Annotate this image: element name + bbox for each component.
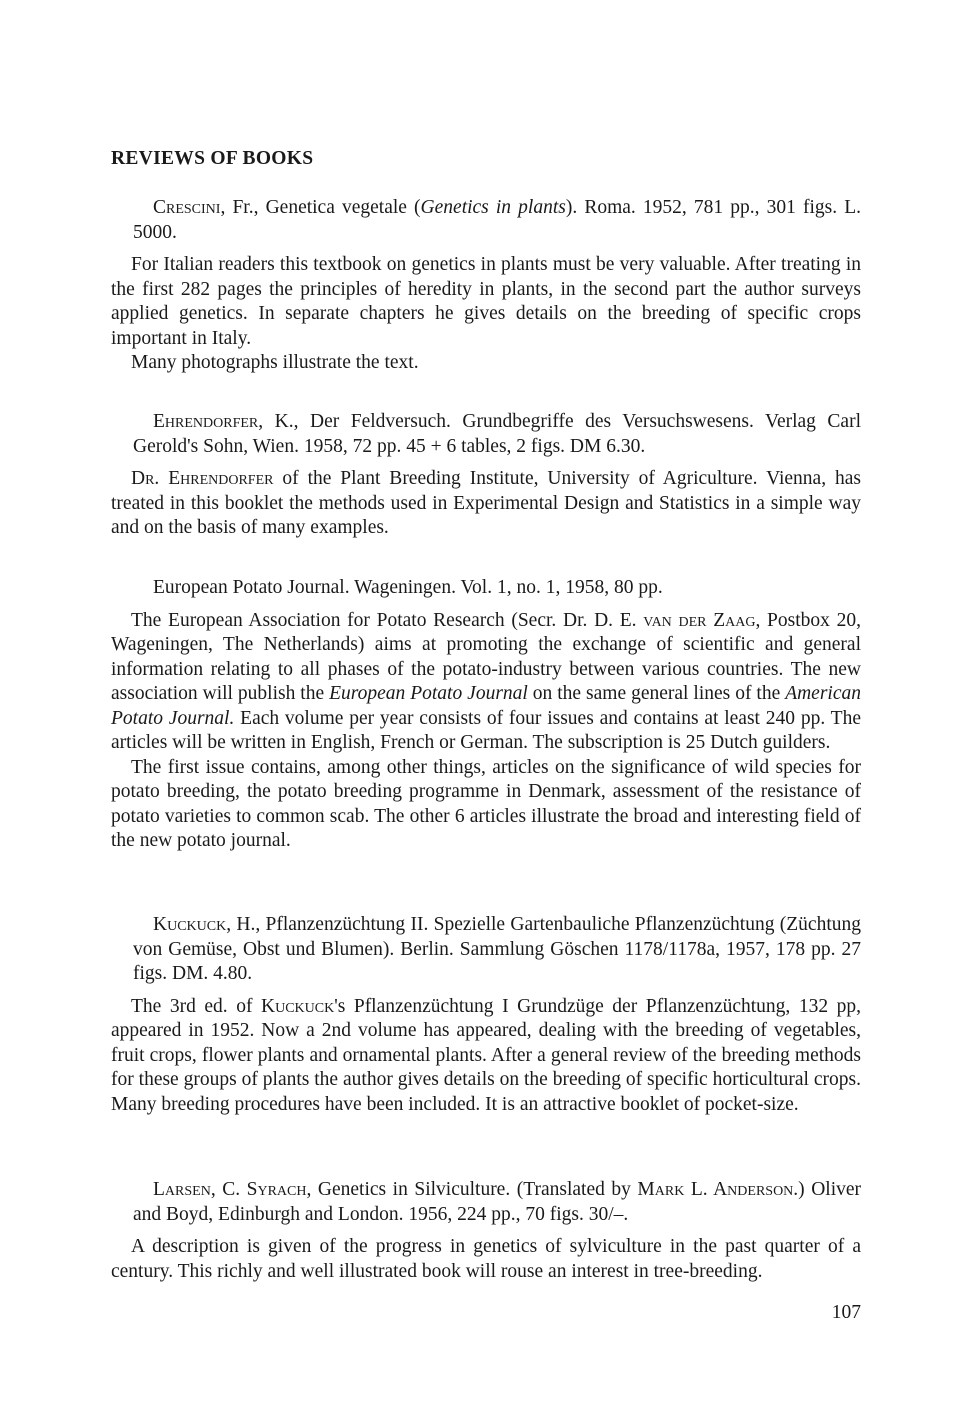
review-larsen <box>111 1178 861 1284</box>
review-paragraph: For Italian readers this textbook on genetics in plants must be very valuable. After treating in the first 282 pages the principles of heredity in plants, in the second part the author surveys applied genetics. In separate chapters he gives details on the breeding of specific crops important in Italy. <box>111 254 861 349</box>
author-name: Ehrendorfer <box>153 411 259 432</box>
author-name: Kuckuck <box>153 914 227 935</box>
section-heading: REVIEWS OF BOOKS <box>111 148 314 169</box>
review-crescini <box>111 196 861 376</box>
review-citation: Larsen, C. Syrach, Genetics in Silviculture. (Translated by Mark L. Anderson.) Oliver and Boyd, Edinburgh and London. 1956, 224 pp., 70 figs. 30/–. <box>133 1179 862 1225</box>
author-name: Crescini <box>153 197 221 218</box>
review-paragraph: Dr. Ehrendorfer of the Plant Breeding Institute, University of Agriculture. Vienna, has treated in this booklet the methods used in Experimental Design and Statistics in a simple way and on the basis of many examples. <box>111 468 861 538</box>
review-ehrendorfer <box>111 410 861 541</box>
review-citation: Crescini, Fr., Genetica vegetale (Genetics in plants). Roma. 1952, 781 pp., 301 figs. L. 5000. <box>133 197 861 243</box>
author-name: Larsen <box>153 1179 211 1200</box>
review-paragraph: The 3rd ed. of Kuckuck's Pflanzenzüchtung I Grundzüge der Pflanzenzüchtung, 132 pp, appeared in 1952. Now a 2nd volume has appeared, dealing with the breeding of vegetables, fruit crops, flower plants and ornamental plants. After a general review of the breeding methods for these groups of plants the author gives details on the breeding of specific horticultural crops. Many breeding procedures have been included. It is an attractive booklet of pocket-size. <box>111 995 862 1115</box>
page <box>111 0 861 1425</box>
review-citation: Kuckuck, H., Pflanzenzüchtung II. Spezielle Gartenbauliche Pflanzenzüchtung (Züchtung von Gemüse, Obst und Blumen). Berlin. Sammlung Göschen 1178/1178a, 1957, 178 pp. 27 figs. DM. 4.80. <box>133 914 861 984</box>
review-european-potato-journal <box>111 576 861 854</box>
review-citation: Ehrendorfer, K., Der Feldversuch. Grundbegriffe des Versuchswesens. Verlag Carl Gerold's Sohn, Wien. 1958, 72 pp. 45 + 6 tables, 2 figs. DM 6.30. <box>133 411 861 457</box>
review-paragraph: A description is given of the progress in genetics of sylviculture in the past quarter of a century. This richly and well illustrated book will rouse an interest in tree-breeding. <box>111 1236 861 1282</box>
review-paragraph: The European Association for Potato Research (Secr. Dr. D. E. van der Zaag, Postbox 20, Wageningen, The Netherlands) aims at promoting the exchange of scientific and general information relating to all phases of the potato-industry between various countries. The new association will publish the European Potato Journal on the same general lines of the American Potato Journal. Each volume per year consists of four issues and contains at least 240 pp. The articles will be written in English, French or German. The subscription is 25 Dutch guilders. <box>111 609 861 753</box>
page-number: 107 <box>831 1302 861 1323</box>
review-paragraph: The first issue contains, among other things, articles on the significance of wild species for potato breeding, the potato breeding programme in Denmark, assessment of the resistance of potato varieties to common scab. The other 6 articles illustrate the broad and interesting field of the new potato journal. <box>111 756 861 851</box>
review-citation: European Potato Journal. Wageningen. Vol. 1, no. 1, 1958, 80 pp. <box>153 577 663 598</box>
review-paragraph: Many photographs illustrate the text. <box>131 352 419 373</box>
review-kuckuck <box>111 913 861 1117</box>
